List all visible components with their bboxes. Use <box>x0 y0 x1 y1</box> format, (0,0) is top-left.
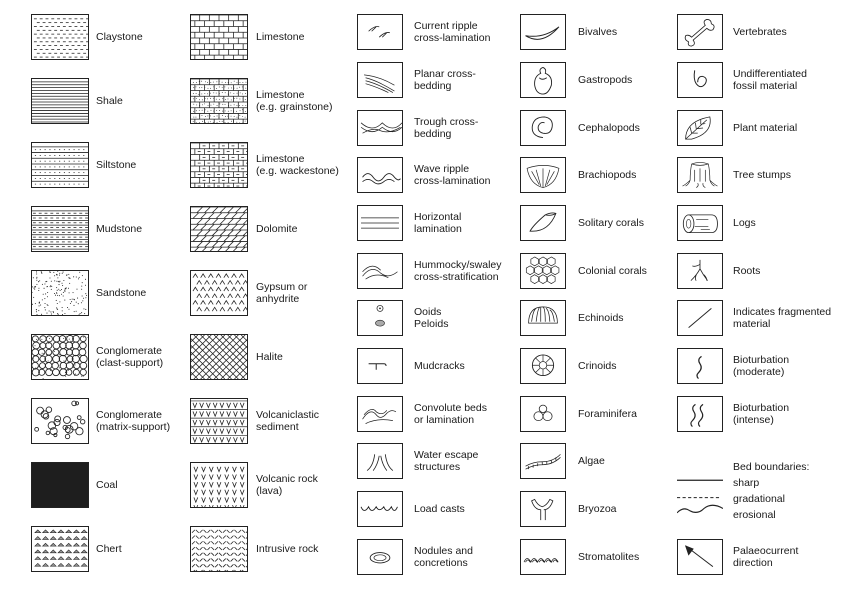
mudcracks-label-line: Mudcracks <box>414 359 465 372</box>
ooids-peloids-label <box>414 306 448 331</box>
nodules-label-line: concretions <box>414 557 468 569</box>
planar-cross-label-line: bedding <box>414 80 452 92</box>
siltstone-symbol <box>31 142 89 188</box>
dolomite-symbol <box>190 206 248 252</box>
water-escape-label-line: structures <box>414 461 461 473</box>
coal-label-line: Coal <box>96 478 118 491</box>
cephalopods-label-line: Cephalopods <box>578 121 640 134</box>
palaeocurrent-label-line: direction <box>733 557 773 569</box>
convolute-label <box>414 402 487 427</box>
solitary-corals-label <box>578 217 644 230</box>
volcaniclastic-label-line: sediment <box>256 421 299 433</box>
cephalopods-symbol <box>520 110 566 146</box>
bryozoa-label <box>578 503 617 516</box>
horizontal-label <box>414 211 462 236</box>
bioturbation-moderate-label-line: (moderate) <box>733 366 785 378</box>
nodules-symbol <box>357 539 403 575</box>
undiff-fossil-label <box>733 68 807 93</box>
limestone-wackestone-label <box>256 153 339 178</box>
current-ripple-label-line: cross-lamination <box>414 32 491 44</box>
bivalves-label-line: Bivalves <box>578 25 618 38</box>
tree-stumps-label <box>733 169 791 182</box>
plant-material-label-line: Plant material <box>733 121 798 134</box>
logs-label <box>733 217 756 230</box>
horizontal-symbol <box>357 205 403 241</box>
ooids-peloids-symbol <box>357 300 403 336</box>
echinoids-label <box>578 312 624 325</box>
algae-label-line: Algae <box>578 454 605 467</box>
mudcracks-symbol <box>357 348 403 384</box>
undiff-fossil-label-line: fossil material <box>733 80 798 92</box>
trough-cross-label-line: bedding <box>414 128 452 140</box>
roots-label-line: Roots <box>733 264 761 277</box>
palaeocurrent-symbol <box>677 539 723 575</box>
limestone-grainstone-label-line: Limestone <box>256 88 305 101</box>
load-casts-symbol <box>357 491 403 527</box>
siltstone-label-line: Siltstone <box>96 158 137 171</box>
claystone-label-line: Claystone <box>96 30 143 43</box>
convolute-symbol <box>357 396 403 432</box>
conglomerate-matrix-label-line: (matrix-support) <box>96 421 171 433</box>
wave-ripple-label-line: Wave ripple <box>414 162 470 175</box>
bed-boundaries-label-line: erosional <box>733 509 776 521</box>
crinoids-label <box>578 360 617 373</box>
trough-cross-label <box>414 116 478 141</box>
coal-label <box>96 479 118 492</box>
bed-boundaries-symbol <box>677 465 723 515</box>
vertebrates-label <box>733 26 787 39</box>
roots-label <box>733 265 760 278</box>
gypsum-label-line: anhydrite <box>256 293 300 305</box>
bed-boundaries-label-line: sharp <box>733 477 760 489</box>
limestone-grainstone-label-line: (e.g. grainstone) <box>256 101 333 113</box>
conglomerate-clast-symbol <box>31 334 89 380</box>
hummocky-label-line: Hummocky/swaley <box>414 258 502 271</box>
volcanic-lava-symbol <box>190 462 248 508</box>
cephalopods-label <box>578 122 640 135</box>
bryozoa-symbol <box>520 491 566 527</box>
gastropods-label-line: Gastropods <box>578 73 633 86</box>
claystone-label <box>96 31 143 44</box>
bioturbation-moderate-label-line: Bioturbation <box>733 353 790 366</box>
coal-symbol <box>31 462 89 508</box>
conglomerate-clast-label <box>96 345 163 370</box>
brachiopods-symbol <box>520 157 566 193</box>
volcanic-lava-label-line: (lava) <box>256 485 283 497</box>
bioturbation-intense-symbol <box>677 396 723 432</box>
planar-cross-label <box>414 68 476 93</box>
bed-boundaries-label <box>733 459 809 523</box>
tree-stumps-symbol <box>677 157 723 193</box>
crinoids-symbol <box>520 348 566 384</box>
wave-ripple-symbol <box>357 157 403 193</box>
load-casts-label-line: Load casts <box>414 502 465 515</box>
limestone-wackestone-label-line: (e.g. wackestone) <box>256 165 339 177</box>
limestone-symbol <box>190 14 248 60</box>
colonial-corals-label-line: Colonial corals <box>578 264 647 277</box>
hummocky-label <box>414 259 502 284</box>
shale-symbol <box>31 78 89 124</box>
shale-label-line: Shale <box>96 94 123 107</box>
logs-label-line: Logs <box>733 216 756 229</box>
bed-boundaries-label-line: gradational <box>733 493 785 505</box>
echinoids-label-line: Echinoids <box>578 311 624 324</box>
undiff-fossil-symbol <box>677 62 723 98</box>
halite-label <box>256 351 283 364</box>
mudstone-label <box>96 223 142 236</box>
water-escape-symbol <box>357 443 403 479</box>
intrusive-label <box>256 543 318 556</box>
fragmented-label-line: material <box>733 318 771 330</box>
colonial-corals-symbol <box>520 253 566 289</box>
limestone-wackestone-label-line: Limestone <box>256 152 305 165</box>
horizontal-label-line: lamination <box>414 223 462 235</box>
sandstone-symbol <box>31 270 89 316</box>
dolomite-label <box>256 223 297 236</box>
foraminifera-label <box>578 408 637 421</box>
limestone-wackestone-symbol <box>190 142 248 188</box>
gypsum-label-line: Gypsum or <box>256 280 308 293</box>
gypsum-label <box>256 281 307 306</box>
limestone-grainstone-symbol <box>190 78 248 124</box>
vertebrates-symbol <box>677 14 723 50</box>
shale-label <box>96 95 123 108</box>
limestone-label-line: Limestone <box>256 30 305 43</box>
conglomerate-clast-label-line: (clast-support) <box>96 357 164 369</box>
mudstone-label-line: Mudstone <box>96 222 143 235</box>
brachiopods-label-line: Brachiopods <box>578 168 637 181</box>
chert-label-line: Chert <box>96 542 122 555</box>
foraminifera-symbol <box>520 396 566 432</box>
undiff-fossil-label-line: Undifferentiated <box>733 67 807 80</box>
planar-cross-label-line: Planar cross- <box>414 67 476 80</box>
hummocky-symbol <box>357 253 403 289</box>
tree-stumps-label-line: Tree stumps <box>733 168 791 181</box>
mudcracks-label <box>414 360 465 373</box>
mudstone-symbol <box>31 206 89 252</box>
plant-material-symbol <box>677 110 723 146</box>
current-ripple-symbol <box>357 14 403 50</box>
wave-ripple-label <box>414 163 490 188</box>
planar-cross-symbol <box>357 62 403 98</box>
claystone-symbol <box>31 14 89 60</box>
plant-material-label <box>733 122 797 135</box>
wave-ripple-label-line: cross-lamination <box>414 175 491 187</box>
nodules-label-line: Nodules and <box>414 544 473 557</box>
volcanic-lava-label <box>256 473 318 498</box>
bioturbation-moderate-label <box>733 354 789 379</box>
trough-cross-label-line: Trough cross- <box>414 115 479 128</box>
fragmented-label-line: Indicates fragmented <box>733 305 832 318</box>
conglomerate-matrix-symbol <box>31 398 89 444</box>
stromatolites-label-line: Stromatolites <box>578 550 640 563</box>
vertebrates-label-line: Vertebrates <box>733 25 787 38</box>
limestone-grainstone-label <box>256 89 332 114</box>
solitary-corals-symbol <box>520 205 566 241</box>
echinoids-symbol <box>520 300 566 336</box>
colonial-corals-label <box>578 265 647 278</box>
solitary-corals-label-line: Solitary corals <box>578 216 644 229</box>
foraminifera-label-line: Foraminifera <box>578 407 637 420</box>
siltstone-label <box>96 159 136 172</box>
limestone-label <box>256 31 304 44</box>
horizontal-label-line: Horizontal <box>414 210 462 223</box>
gypsum-symbol <box>190 270 248 316</box>
convolute-label-line: Convolute beds <box>414 401 487 414</box>
current-ripple-label <box>414 20 490 45</box>
water-escape-label <box>414 449 478 474</box>
algae-label <box>578 455 605 468</box>
bivalves-symbol <box>520 14 566 50</box>
conglomerate-clast-label-line: Conglomerate <box>96 344 162 357</box>
conglomerate-matrix-label <box>96 409 170 434</box>
chert-symbol <box>31 526 89 572</box>
fragmented-label <box>733 306 831 331</box>
halite-label-line: Halite <box>256 350 283 363</box>
bryozoa-label-line: Bryozoa <box>578 502 617 515</box>
dolomite-label-line: Dolomite <box>256 222 298 235</box>
current-ripple-label-line: Current ripple <box>414 19 478 32</box>
halite-symbol <box>190 334 248 380</box>
convolute-label-line: or lamination <box>414 414 475 426</box>
chert-label <box>96 543 122 556</box>
algae-symbol <box>520 443 566 479</box>
stromatolites-symbol <box>520 539 566 575</box>
trough-cross-symbol <box>357 110 403 146</box>
gastropods-label <box>578 74 632 87</box>
ooids-peloids-label-line: Peloids <box>414 318 449 330</box>
bioturbation-intense-label-line: (intense) <box>733 414 774 426</box>
stromatolites-label <box>578 551 639 564</box>
intrusive-label-line: Intrusive rock <box>256 542 319 555</box>
fragmented-symbol <box>677 300 723 336</box>
sandstone-label-line: Sandstone <box>96 286 147 299</box>
bioturbation-intense-label <box>733 402 789 427</box>
bivalves-label <box>578 26 617 39</box>
palaeocurrent-label <box>733 545 798 570</box>
ooids-peloids-label-line: Ooids <box>414 305 442 318</box>
nodules-label <box>414 545 473 570</box>
palaeocurrent-label-line: Palaeocurrent <box>733 544 799 557</box>
hummocky-label-line: cross-stratification <box>414 271 499 283</box>
conglomerate-matrix-label-line: Conglomerate <box>96 408 162 421</box>
bioturbation-intense-label-line: Bioturbation <box>733 401 790 414</box>
roots-symbol <box>677 253 723 289</box>
load-casts-label <box>414 503 465 516</box>
gastropods-symbol <box>520 62 566 98</box>
volcaniclastic-label <box>256 409 319 434</box>
water-escape-label-line: Water escape <box>414 448 479 461</box>
volcaniclastic-label-line: Volcaniclastic <box>256 408 320 421</box>
volcaniclastic-symbol <box>190 398 248 444</box>
volcanic-lava-label-line: Volcanic rock <box>256 472 318 485</box>
logs-symbol <box>677 205 723 241</box>
bioturbation-moderate-symbol <box>677 348 723 384</box>
intrusive-symbol <box>190 526 248 572</box>
brachiopods-label <box>578 169 636 182</box>
sandstone-label <box>96 287 146 300</box>
bed-boundaries-label-line: Bed boundaries: <box>733 461 810 473</box>
crinoids-label-line: Crinoids <box>578 359 617 372</box>
